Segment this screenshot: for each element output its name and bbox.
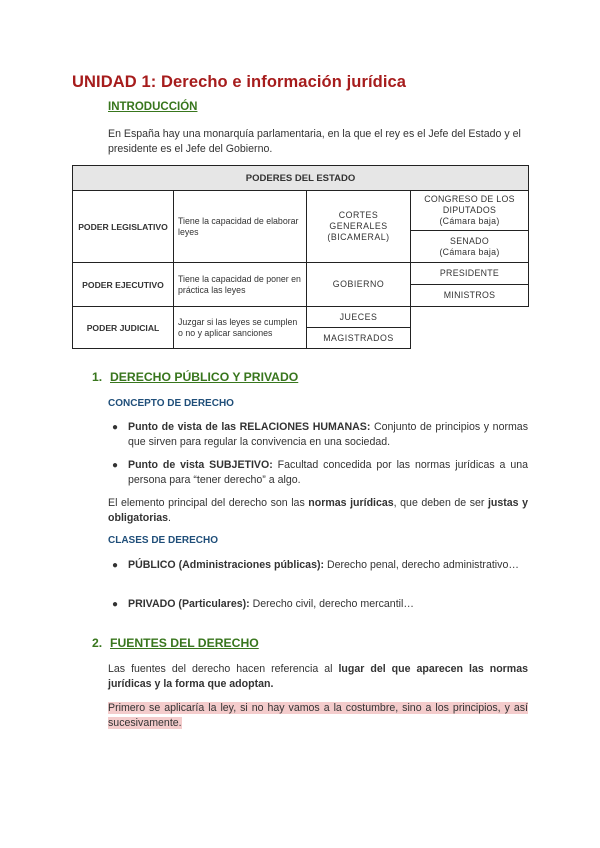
bullet-icon: ● [112, 460, 119, 471]
clase-2-bold: PRIVADO (Particulares): [128, 598, 250, 610]
highlighted-text: Primero se aplicaría la ley, si no hay vamos a la costumbre, sino a los principios, y así sucesivamente. [108, 702, 528, 729]
bullet-icon: ● [112, 422, 119, 433]
fuentes-paragraph [108, 662, 528, 692]
poder-ejecutivo: PODER EJECUTIVO [73, 263, 174, 307]
normas-paragraph [108, 496, 528, 526]
congreso-cell [411, 191, 529, 231]
concepto-heading: CONCEPTO DE DERECHO [108, 398, 234, 409]
congreso-note: (Cámara baja) [439, 216, 500, 226]
normas-text-e: . [168, 512, 171, 524]
poder-legislativo: PODER LEGISLATIVO [73, 191, 174, 263]
ministros: MINISTROS [411, 285, 529, 307]
bullet-relaciones-humanas [112, 420, 528, 450]
bullet-1-bold: Punto de vista de las RELACIONES HUMANAS: [128, 421, 371, 433]
bullet-2-text: Facultad concedida por las normas jurídicas a una persona para “tener derecho” a algo. [128, 459, 529, 486]
clase-2-text: Derecho civil, derecho mercantil… [249, 598, 414, 610]
legislativo-desc: Tiene la capacidad de elaborar leyes [174, 191, 307, 263]
bullet-icon: ● [112, 560, 119, 571]
senado-note: (Cámara baja) [439, 246, 500, 257]
section-2-title: FUENTES DEL DERECHO [110, 636, 259, 650]
normas-text-c: , que deben de ser [393, 497, 488, 509]
fuentes-bold: lugar del que aparecen las normas jurídicas y la forma que adoptan. [108, 663, 528, 690]
intro-paragraph: En España hay una monarquía parlamentaria, en la que el rey es el Jefe del Estado y el presidente es el Jefe del Gobierno. [108, 128, 521, 155]
congreso-label: CONGRESO DE LOS DIPUTADOS [424, 194, 515, 215]
normas-text-a: El elemento principal del derecho son las [108, 497, 309, 509]
section-2-number: 2. [92, 636, 103, 650]
bullet-subjetivo [112, 458, 529, 488]
justas-bold: justas y obligatorias [108, 497, 529, 524]
bullet-privado [112, 597, 528, 612]
cortes-generales: CORTES GENERALES (BICAMERAL) [307, 191, 411, 263]
clases-heading: CLASES DE DERECHO [108, 535, 219, 546]
section-1-title: DERECHO PÚBLICO Y PRIVADO [110, 370, 299, 384]
bullet-icon: ● [112, 599, 119, 610]
section-2-heading [92, 636, 259, 650]
ejecutivo-desc: Tiene la capacidad de poner en práctica las leyes [174, 263, 307, 307]
clase-1-bold: PÚBLICO (Administraciones públicas): [128, 559, 325, 571]
poder-judicial: PODER JUDICIAL [73, 307, 174, 349]
empty-cell [411, 307, 529, 349]
poderes-table [72, 165, 529, 349]
jueces: JUECES [307, 307, 411, 328]
presidente: PRESIDENTE [411, 263, 529, 285]
senado-label: SENADO [450, 235, 489, 246]
table-header: PODERES DEL ESTADO [73, 166, 529, 191]
magistrados: MAGISTRADOS [307, 328, 411, 349]
highlight-paragraph [108, 701, 528, 731]
senado-cell [411, 231, 529, 263]
page-title: UNIDAD 1: Derecho e información jurídica [72, 73, 407, 91]
intro-heading: INTRODUCCIÓN [108, 101, 198, 113]
judicial-desc: Juzgar si las leyes se cumplen o no y aplicar sanciones [174, 307, 307, 349]
bullet-1-text: Conjunto de principios y normas que sirven para regular la convivencia en una sociedad. [128, 421, 528, 448]
normas-bold: normas jurídicas [308, 497, 394, 509]
clase-1-text: Derecho penal, derecho administrativo… [324, 559, 519, 571]
section-1-heading [92, 370, 298, 384]
fuentes-text: Las fuentes del derecho hacen referencia al [108, 663, 339, 675]
bullet-2-bold: Punto de vista SUBJETIVO: [128, 459, 273, 471]
bullet-publico [112, 558, 528, 573]
gobierno: GOBIERNO [307, 263, 411, 307]
section-1-number: 1. [92, 370, 103, 384]
